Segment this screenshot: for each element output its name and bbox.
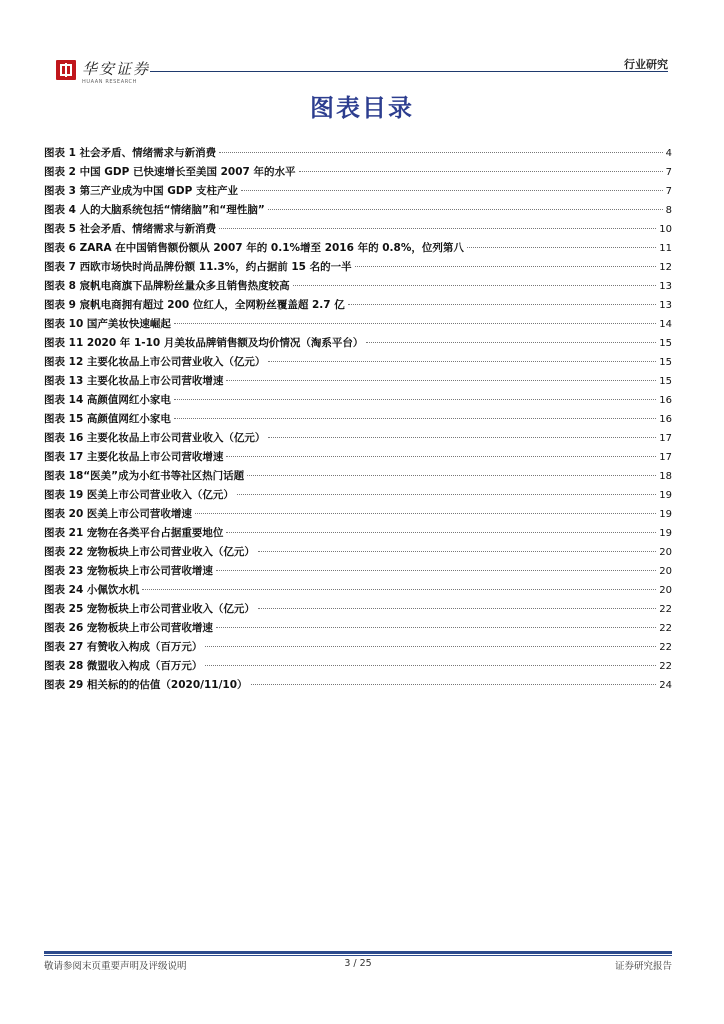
toc-entry-label: 图表 5 社会矛盾、情绪需求与新消费 (44, 223, 217, 235)
toc-entry[interactable] (44, 259, 672, 278)
logo-text: 华安证券 (82, 60, 151, 78)
toc-entry[interactable] (44, 468, 672, 487)
dot-leader (174, 399, 656, 400)
dot-leader (366, 342, 656, 343)
toc-entry[interactable] (44, 620, 672, 639)
dot-leader (247, 475, 656, 476)
toc-entry-page: 7 (665, 167, 672, 178)
dot-leader (258, 608, 656, 609)
toc-entry-label: 图表 25 宠物板块上市公司营业收入（亿元） (44, 603, 255, 615)
toc-entry[interactable] (44, 183, 672, 202)
toc-entry-page: 16 (659, 414, 672, 425)
footer-rule (44, 951, 672, 954)
toc-entry-page: 15 (659, 357, 672, 368)
toc-entry-label: 图表 7 西欧市场快时尚品牌份额 11.3%，约占据前 15 名的一半 (44, 261, 352, 273)
dot-leader (216, 627, 656, 628)
toc-entry-label: 图表 29 相关标的的估值（2020/11/10） (44, 679, 248, 691)
section-label: 行业研究 (624, 58, 668, 71)
toc-entry-label: 图表 24 小佩饮水机 (44, 584, 140, 596)
toc-entry-page: 22 (659, 642, 672, 653)
dot-leader (467, 247, 656, 248)
toc-entry[interactable] (44, 525, 672, 544)
toc-entry-page: 13 (659, 281, 672, 292)
toc-entry-page: 15 (659, 376, 672, 387)
header-rule (150, 71, 668, 72)
logo-subtext: HUAAN RESEARCH (82, 79, 137, 85)
toc-entry-label: 图表 17 主要化妆品上市公司营收增速 (44, 451, 224, 463)
toc-entry-label: 图表 10 国产美妆快速崛起 (44, 318, 171, 330)
toc-entry-label: 图表 9 宸帆电商拥有超过 200 位红人，全网粉丝覆盖超 2.7 亿 (44, 299, 345, 311)
dot-leader (299, 171, 663, 172)
dot-leader (258, 551, 656, 552)
dot-leader (219, 228, 656, 229)
dot-leader (355, 266, 657, 267)
toc-entry[interactable] (44, 582, 672, 601)
dot-leader (226, 456, 656, 457)
toc-entry[interactable] (44, 487, 672, 506)
toc-entry[interactable] (44, 658, 672, 677)
dot-leader (226, 532, 656, 533)
toc-entry[interactable] (44, 202, 672, 221)
toc-entry-label: 图表 19 医美上市公司营业收入（亿元） (44, 489, 234, 501)
toc-entry-label: 图表 8 宸帆电商旗下品牌粉丝量众多且销售热度较高 (44, 280, 290, 292)
toc-entry-label: 图表 20 医美上市公司营收增速 (44, 508, 192, 520)
toc-entry-page: 16 (659, 395, 672, 406)
toc-entry-label: 图表 1 社会矛盾、情绪需求与新消费 (44, 147, 217, 159)
toc-entry-label: 图表 21 宠物在各类平台占据重要地位 (44, 527, 224, 539)
toc-entry-page: 22 (659, 661, 672, 672)
toc-entry-label: 图表 28 微盟收入构成（百万元） (44, 660, 203, 672)
toc-entry[interactable] (44, 411, 672, 430)
dot-leader (293, 285, 657, 286)
toc-entry[interactable] (44, 354, 672, 373)
toc-entry-page: 20 (659, 566, 672, 577)
toc-entry-label: 图表 4 人的大脑系统包括“情绪脑”和“理性脑” (44, 204, 265, 216)
toc-entry-page: 20 (659, 585, 672, 596)
toc-entry[interactable] (44, 677, 672, 696)
toc-entry-page: 8 (665, 205, 672, 216)
toc-entry-label: 图表 2 中国 GDP 已快速增长至美国 2007 年的水平 (44, 166, 296, 178)
toc-entry-label: 图表 18“医美”成为小红书等社区热门话题 (44, 470, 245, 482)
toc-entry-page: 15 (659, 338, 672, 349)
dot-leader (142, 589, 656, 590)
toc-entry[interactable] (44, 563, 672, 582)
toc-entry-page: 22 (659, 623, 672, 634)
toc-entry-label: 图表 22 宠物板块上市公司营业收入（亿元） (44, 546, 255, 558)
dot-leader (348, 304, 657, 305)
toc-entry[interactable] (44, 145, 672, 164)
toc-entry[interactable] (44, 449, 672, 468)
huaan-logo-icon (56, 60, 76, 80)
toc-entry-page: 19 (659, 509, 672, 520)
dot-leader (216, 570, 656, 571)
toc-entry-label: 图表 15 高颜值网红小家电 (44, 413, 171, 425)
table-of-figures (44, 145, 672, 696)
report-type: 证券研究报告 (614, 961, 672, 972)
toc-entry-page: 7 (665, 186, 672, 197)
toc-entry[interactable] (44, 164, 672, 183)
dot-leader (174, 323, 656, 324)
toc-entry-page: 13 (659, 300, 672, 311)
toc-entry[interactable] (44, 430, 672, 449)
toc-entry-label: 图表 13 主要化妆品上市公司营收增速 (44, 375, 224, 387)
toc-entry-page: 17 (659, 433, 672, 444)
toc-entry-page: 19 (659, 490, 672, 501)
toc-entry[interactable] (44, 506, 672, 525)
toc-entry-page: 12 (659, 262, 672, 273)
dot-leader (205, 665, 656, 666)
toc-entry[interactable] (44, 221, 672, 240)
toc-entry-label: 图表 3 第三产业成为中国 GDP 支柱产业 (44, 185, 238, 197)
dot-leader (226, 380, 656, 381)
toc-entry[interactable] (44, 297, 672, 316)
toc-entry[interactable] (44, 316, 672, 335)
toc-entry-label: 图表 26 宠物板块上市公司营收增速 (44, 622, 213, 634)
toc-entry[interactable] (44, 373, 672, 392)
dot-leader (195, 513, 656, 514)
toc-entry[interactable] (44, 240, 672, 259)
page-header (56, 52, 668, 92)
toc-entry-label: 图表 11 2020 年 1-10 月美妆品牌销售额及均价情况（淘系平台） (44, 337, 364, 349)
toc-entry-page: 18 (659, 471, 672, 482)
toc-entry-page: 22 (659, 604, 672, 615)
toc-entry-page: 24 (659, 680, 672, 691)
page-title: 图表目录 (310, 94, 414, 122)
toc-entry-page: 17 (659, 452, 672, 463)
disclaimer-note: 敬请参阅末页重要声明及评级说明 (44, 961, 187, 972)
toc-entry-page: 19 (659, 528, 672, 539)
dot-leader (268, 209, 663, 210)
dot-leader (219, 152, 663, 153)
toc-entry[interactable] (44, 335, 672, 354)
toc-entry-label: 图表 6 ZARA 在中国销售额份额从 2007 年的 0.1%增至 2016 年的 0.8%，位列第八 (44, 242, 464, 254)
dot-leader (174, 418, 656, 419)
dot-leader (268, 361, 656, 362)
dot-leader (237, 494, 656, 495)
dot-leader (251, 684, 657, 685)
dot-leader (205, 646, 656, 647)
toc-entry-label: 图表 23 宠物板块上市公司营收增速 (44, 565, 213, 577)
footer-rule-thin (44, 955, 672, 956)
toc-entry-page: 11 (659, 243, 672, 254)
dot-leader (241, 190, 663, 191)
toc-entry-page: 4 (665, 148, 672, 159)
toc-entry-label: 图表 27 有赞收入构成（百万元） (44, 641, 203, 653)
toc-entry[interactable] (44, 544, 672, 563)
toc-entry-page: 10 (659, 224, 672, 235)
toc-entry[interactable] (44, 601, 672, 620)
toc-entry-page: 20 (659, 547, 672, 558)
toc-entry[interactable] (44, 278, 672, 297)
dot-leader (268, 437, 656, 438)
toc-entry-label: 图表 16 主要化妆品上市公司营业收入（亿元） (44, 432, 266, 444)
page-number: 3 / 25 (344, 958, 372, 969)
toc-entry[interactable] (44, 639, 672, 658)
toc-entry-page: 14 (659, 319, 672, 330)
toc-entry-label: 图表 12 主要化妆品上市公司营业收入（亿元） (44, 356, 266, 368)
toc-entry-label: 图表 14 高颜值网红小家电 (44, 394, 171, 406)
toc-entry[interactable] (44, 392, 672, 411)
